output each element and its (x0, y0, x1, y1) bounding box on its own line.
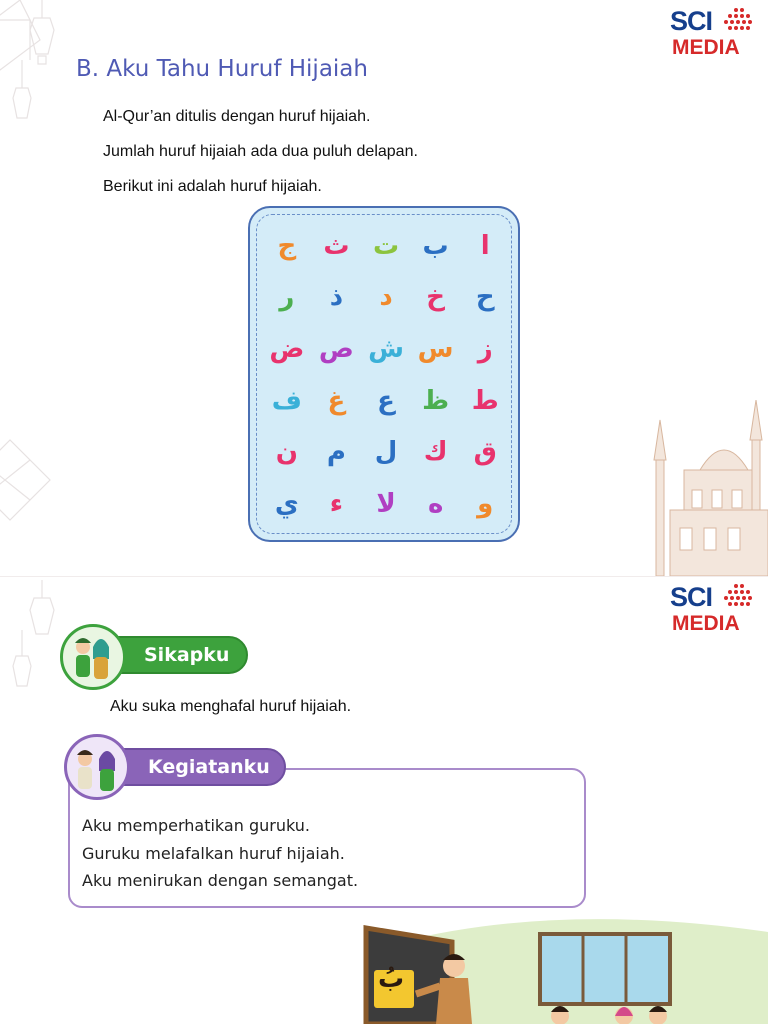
kegiatanku-line-2: Guruku melafalkan huruf hijaiah. (82, 844, 345, 863)
hijaiyah-letter: ص (318, 334, 354, 365)
logo-dots-icon (722, 6, 756, 36)
sikapku-title: Sikapku (144, 644, 230, 666)
logo-dots-icon (722, 582, 756, 612)
sikapku-avatar (60, 624, 126, 690)
logo-text-sci: SCI (670, 6, 713, 36)
classroom-scene (360, 912, 768, 1024)
hijaiyah-card (248, 206, 520, 542)
logo-text-media: MEDIA (672, 612, 740, 635)
hijaiyah-letter: ي (274, 489, 299, 520)
hijaiyah-letter: ق (473, 437, 497, 468)
hijaiyah-letter: ظ (422, 385, 450, 416)
ornament-left-top (0, 0, 110, 580)
children-icon (63, 627, 123, 687)
hijaiyah-letter-grid (262, 220, 510, 530)
intro-line-2: Jumlah huruf hijaiah ada dua puluh delapan. (103, 143, 418, 160)
kegiatanku-line-1: Aku memperhatikan guruku. (82, 816, 310, 835)
section-heading: B. Aku Tahu Huruf Hijaiah (76, 56, 368, 82)
hijaiyah-letter: ه (427, 489, 444, 520)
hijaiyah-letter: ز (477, 334, 493, 365)
children-icon (67, 737, 127, 797)
hijaiyah-letter: م (326, 437, 346, 468)
sikapku-text: Aku suka menghafal huruf hijaiah. (110, 698, 352, 715)
hijaiyah-letter: و (477, 489, 494, 520)
hijaiyah-letter: ع (377, 385, 395, 416)
kegiatanku-avatar (64, 734, 130, 800)
kegiatanku-line-3: Aku menirukan dengan semangat. (82, 871, 359, 890)
kegiatanku-box (68, 768, 586, 908)
hijaiyah-letter: ل (374, 437, 398, 468)
hijaiyah-letter: غ (327, 385, 346, 416)
hijaiyah-letter: ض (269, 334, 305, 365)
scimedia-logo (660, 4, 760, 62)
hijaiyah-letter: ذ (329, 282, 344, 313)
hijaiyah-letter: ر (279, 282, 295, 313)
page-divider (0, 576, 768, 577)
board-letter: بُ (378, 964, 405, 994)
intro-line-3: Berikut ini adalah huruf hijaiah. (103, 178, 322, 195)
hijaiyah-letter: ث (323, 230, 350, 261)
hijaiyah-letter: ش (368, 334, 404, 365)
hijaiyah-letter: س (417, 334, 454, 365)
hijaiyah-letter: ط (471, 385, 499, 416)
hijaiyah-letter: د (379, 282, 393, 313)
hijaiyah-letter: ب (422, 230, 449, 261)
intro-line-1: Al-Qur’an ditulis dengan huruf hijaiah. (103, 108, 371, 125)
classroom-illustration (360, 912, 768, 1024)
logo-text-media: MEDIA (672, 36, 740, 59)
hijaiyah-letter: ن (275, 437, 298, 468)
hijaiyah-letter: خ (426, 282, 445, 313)
hijaiyah-letter: ا (480, 230, 490, 261)
scimedia-logo-page2 (660, 580, 760, 638)
logo-text-sci: SCI (670, 582, 713, 612)
hijaiyah-letter: ت (372, 230, 400, 261)
hijaiyah-letter: ك (423, 437, 448, 468)
hijaiyah-letter: ف (271, 385, 302, 416)
kegiatanku-title: Kegiatanku (148, 756, 270, 778)
mosque-illustration (640, 400, 768, 576)
hijaiyah-letter: ء (329, 489, 344, 520)
hijaiyah-letter: ج (277, 230, 297, 261)
hijaiyah-letter: لا (376, 489, 396, 520)
hijaiyah-letter: ح (475, 282, 495, 313)
